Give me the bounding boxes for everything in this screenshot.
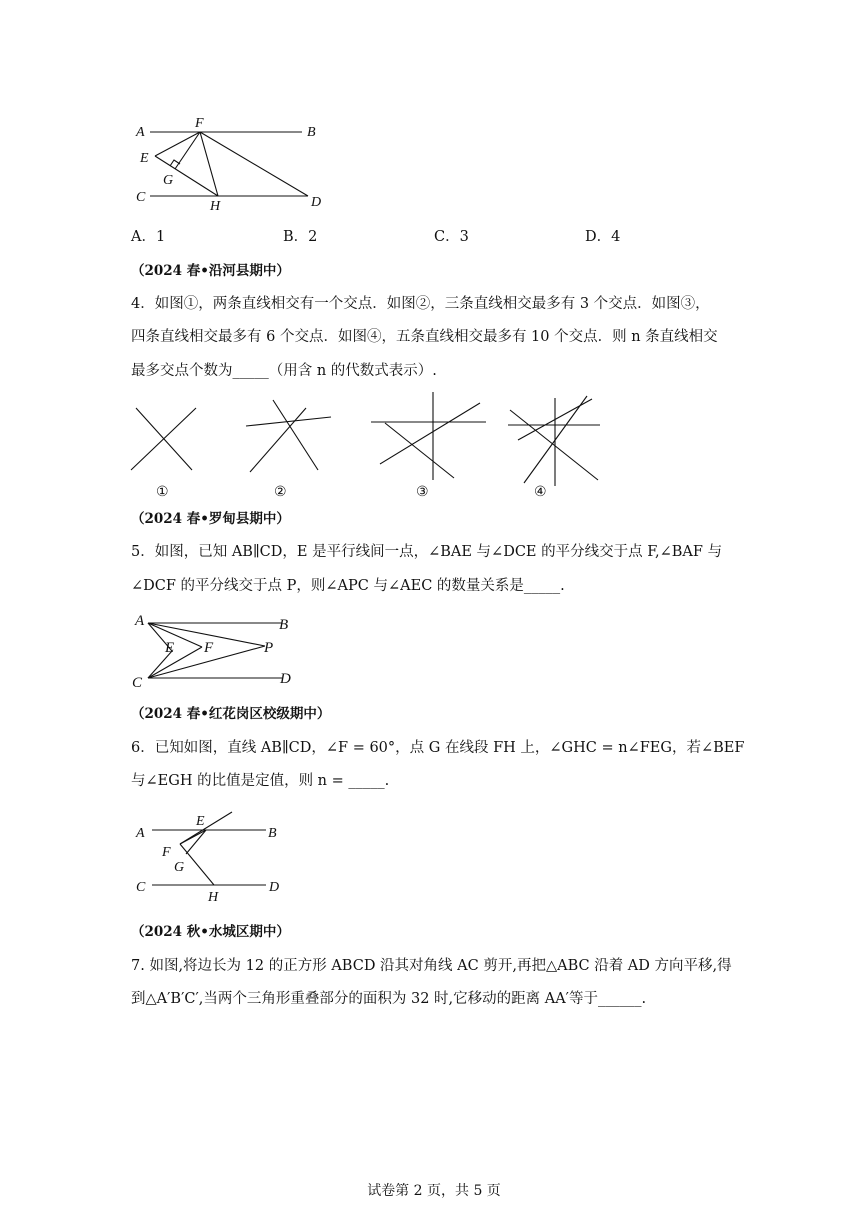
q4-fig-label-2: ②: [274, 485, 287, 500]
q3-figure: [130, 112, 330, 212]
q4-source: （2024 春•沿河县期中）: [131, 263, 290, 279]
q4-fig-label-3: ③: [416, 485, 429, 500]
q7-source: （2024 秋•水城区期中）: [131, 924, 290, 940]
page-footer: 试卷第 2 页，共 5 页: [367, 1183, 501, 1199]
q5-label-a: A: [135, 613, 145, 629]
q3-label-c: C: [136, 190, 146, 205]
q3-label-g: G: [163, 173, 174, 188]
q4-text-line-3: 最多交点个数为_____（用含 n 的代数式表示）.: [131, 363, 437, 379]
q6-label-e: E: [196, 814, 205, 829]
q3-label-e: E: [140, 151, 149, 166]
q3-option-d: D．4: [585, 229, 621, 245]
q5-label-f: F: [204, 640, 214, 656]
q6-label-h: H: [208, 890, 219, 905]
q6-label-a: A: [136, 826, 145, 841]
q6-label-f: F: [162, 845, 171, 860]
q5-source: （2024 春•罗甸县期中）: [131, 511, 290, 527]
q4-fig-label-1: ①: [156, 485, 169, 500]
q6-figure: [132, 808, 312, 908]
q4-figures: [128, 388, 608, 498]
q6-label-d: D: [269, 880, 280, 895]
q3-option-c: C．3: [434, 229, 469, 245]
q6-source: （2024 春•红花岗区校级期中）: [131, 706, 331, 722]
q4-text-line-2: 四条直线相交最多有 6 个交点．如图④，五条直线相交最多有 10 个交点．则 n 条直线相交: [131, 329, 718, 345]
q3-label-h: H: [210, 199, 221, 214]
q3-label-a: A: [136, 125, 145, 140]
q7-text-line-2: 到△A′B′C′,当两个三角形重叠部分的面积为 32 时,它移动的距离 AA′等于______.: [131, 991, 647, 1007]
q3-label-b: B: [307, 125, 316, 140]
q6-label-c: C: [136, 880, 146, 895]
q6-text-line-2: 与∠EGH 的比值是定值，则 n = _____.: [131, 773, 390, 789]
q5-label-d: D: [280, 671, 291, 687]
q4-fig-label-4: ④: [534, 485, 547, 500]
q6-label-g: G: [174, 860, 185, 875]
q3-label-f: F: [195, 116, 204, 131]
q5-text-line-2: ∠DCF 的平分线交于点 P，则∠APC 与∠AEC 的数量关系是_____.: [131, 578, 565, 594]
q6-label-b: B: [268, 826, 277, 841]
q3-label-d: D: [311, 195, 322, 210]
q5-label-e: E: [165, 640, 175, 656]
q5-label-b: B: [279, 617, 289, 633]
q5-text-line-1: 5．如图，已知 AB∥CD，E 是平行线间一点，∠BAE 与∠DCE 的平分线交于点 F,∠BAF 与: [131, 544, 723, 560]
q5-label-p: P: [264, 640, 274, 656]
q6-text-line-1: 6．已知如图，直线 AB∥CD，∠F = 60°，点 G 在线段 FH 上，∠GHC = n∠FEG，若∠BEF: [131, 740, 745, 756]
q5-figure: [130, 610, 330, 690]
q3-option-a: A．1: [131, 229, 166, 245]
q5-label-c: C: [132, 675, 143, 691]
q7-text-line-1: 7. 如图,将边长为 12 的正方形 ABCD 沿其对角线 AC 剪开,再把△ABC 沿着 AD 方向平移,得: [131, 958, 732, 974]
q4-text-line-1: 4．如图①，两条直线相交有一个交点．如图②，三条直线相交最多有 3 个交点．如图③，: [131, 296, 710, 312]
q3-option-b: B．2: [283, 229, 318, 245]
